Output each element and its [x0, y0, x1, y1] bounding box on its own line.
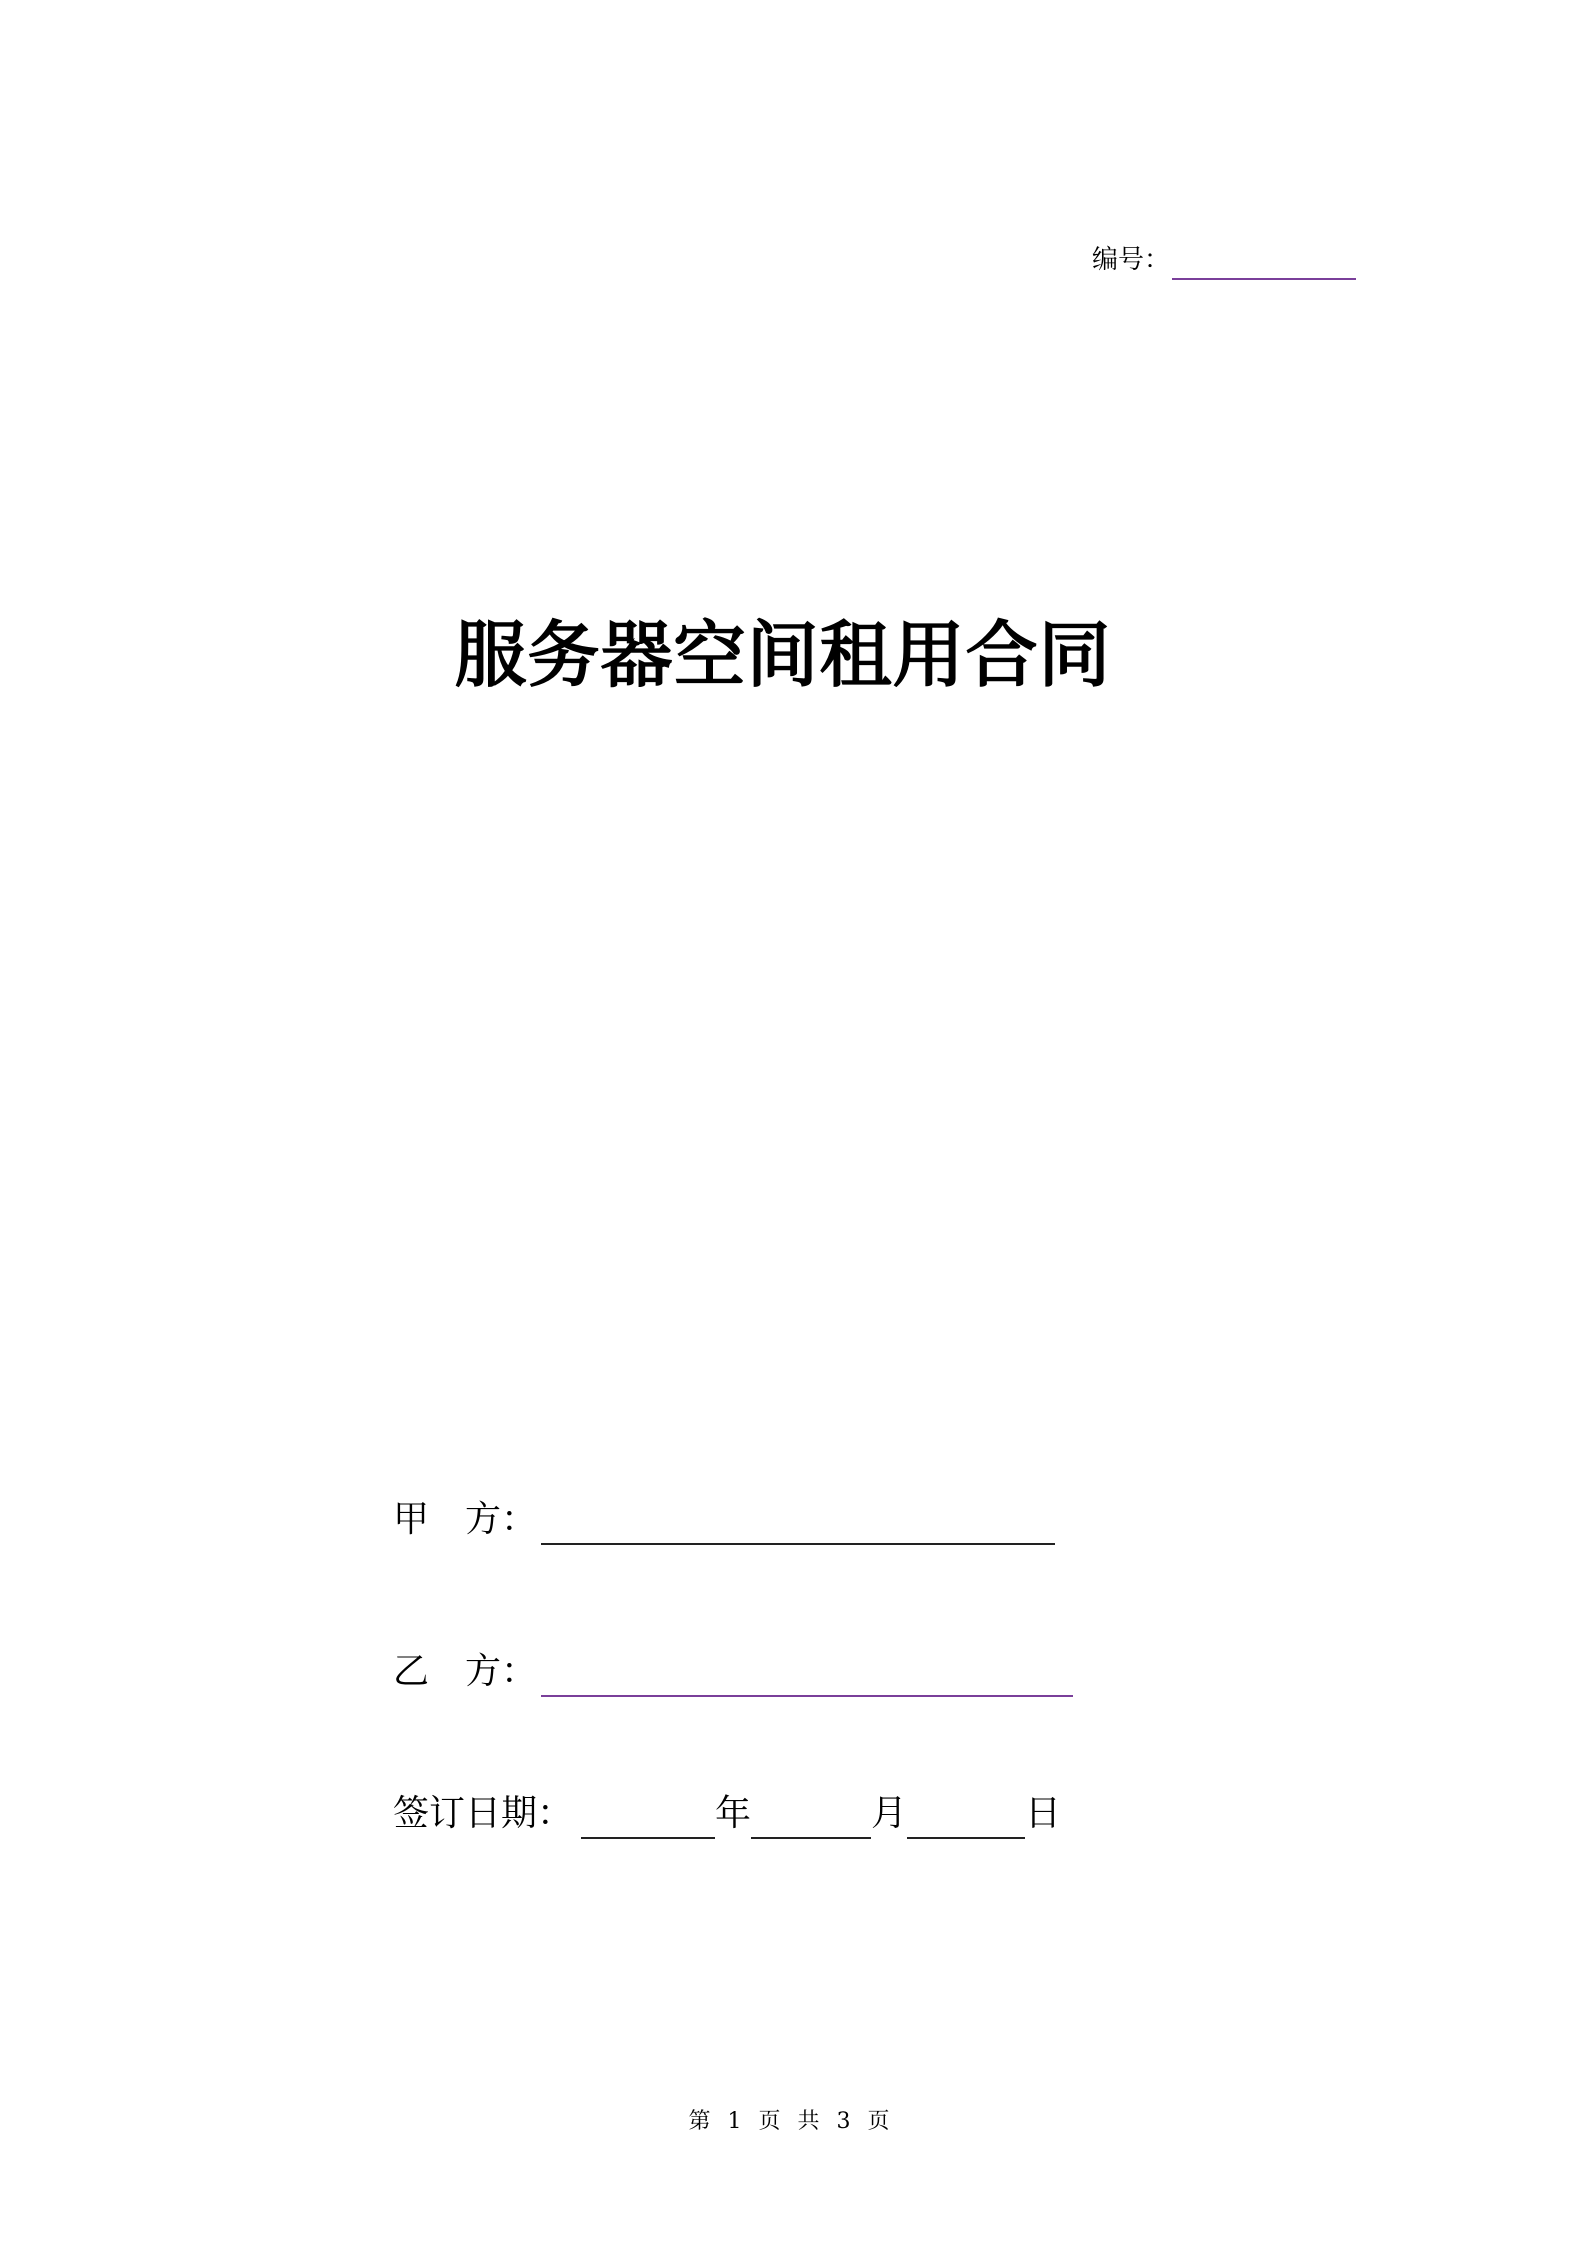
party-b-blank — [541, 1655, 1073, 1697]
day-label: 日 — [1025, 1793, 1062, 1834]
page-footer: 第 1 页 共 3 页 — [688, 2109, 890, 2134]
party-a-label-char: 甲 — [393, 1499, 430, 1540]
year-label: 年 — [715, 1793, 752, 1834]
signing-date-row — [393, 1789, 1061, 1839]
party-b-label-char: 乙 — [393, 1651, 430, 1692]
party-a-label — [393, 1495, 537, 1545]
signing-date-label: 签订日期： — [393, 1793, 574, 1834]
day-blank — [907, 1797, 1025, 1839]
month-label: 月 — [871, 1793, 908, 1834]
page-title: 服务器空间租用合同 — [454, 612, 1112, 697]
party-b-row — [393, 1647, 1073, 1697]
party-a-label-suffix: 方： — [465, 1499, 538, 1540]
party-a-blank — [541, 1503, 1055, 1545]
party-b-label — [393, 1647, 537, 1697]
contract-number-blank — [1172, 244, 1356, 280]
year-blank — [581, 1797, 715, 1839]
month-blank — [751, 1797, 871, 1839]
party-b-label-suffix: 方： — [465, 1651, 538, 1692]
contract-number — [1092, 240, 1356, 280]
party-a-row — [393, 1495, 1055, 1545]
contract-number-label: 编号： — [1092, 245, 1171, 275]
